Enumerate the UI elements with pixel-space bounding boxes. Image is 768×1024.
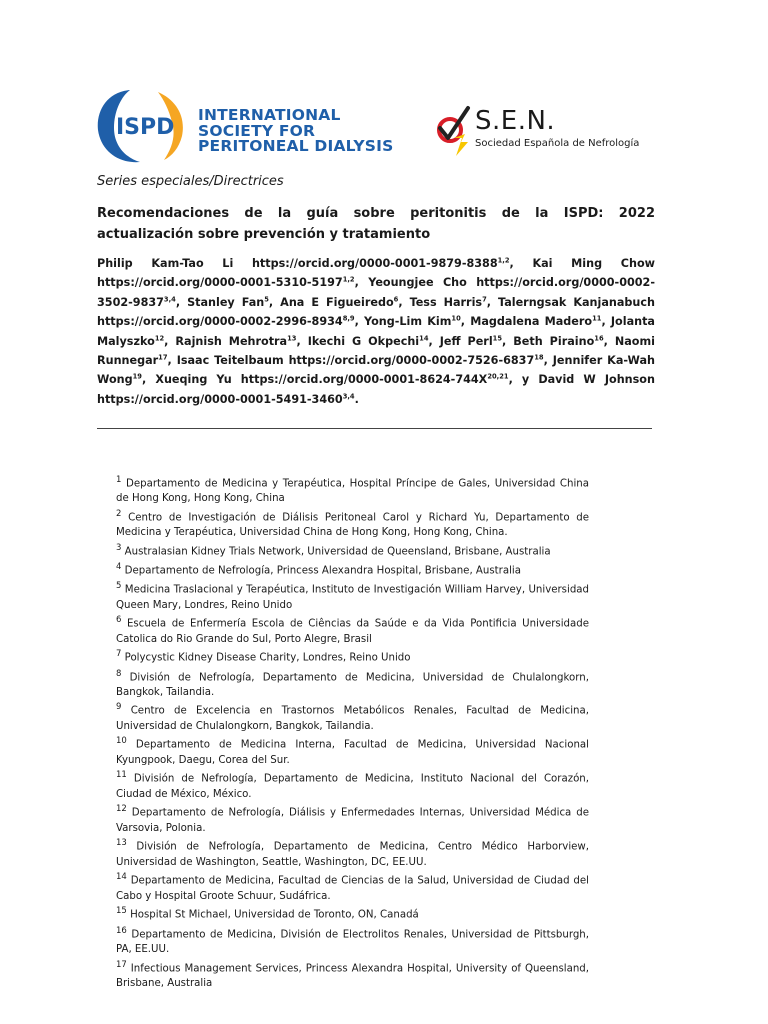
author-separator: , [141,373,156,387]
affiliation-text: Departamento de Medicina Interna, Facultad de Medicina, Universidad Nacional Kyungpook, Daegu, Corea del Sur. [116,739,589,766]
author-name: Isaac Teitelbaum https://orcid.org/0000-0002-7526-6837 [176,354,535,368]
affiliation-item [116,667,589,701]
affiliation-number: 13 [116,838,127,849]
author-separator: , [486,295,499,309]
author-affiliation-ref: 13 [287,333,297,342]
affiliation-number: 14 [116,872,127,883]
author-affiliation-ref: 3,4 [163,295,176,304]
author-name: Ikechi G Okpechi [307,334,420,348]
affiliation-number: 12 [116,804,127,815]
author-affiliation-ref: 12 [154,333,165,342]
affiliation-number: 2 [116,508,122,519]
affiliation-item [116,700,589,734]
affiliation-item [116,904,589,923]
affiliation-item [116,958,589,992]
affiliation-item [116,647,589,666]
affiliation-text: Escuela de Enfermería Escola de Ciências da Saúde e da Vida Pontificia Universidade Catolica do Rio Grande do Sul, Porto Alegre, Brasil [116,618,589,645]
author-separator: , [175,295,188,309]
author-affiliation-ref: 16 [594,333,604,342]
affiliation-number: 9 [116,702,122,713]
affiliation-number: 7 [116,649,122,660]
author-name: Naomi Runnegar [97,334,655,368]
affiliation-item [116,507,589,541]
author-name: Jolanta Malyszko [97,315,655,348]
author-affiliation-ref: 7 [482,295,487,304]
author-separator: , [460,315,471,329]
author-name: Rajnish Mehrotra [175,334,288,348]
author-name: Kai Ming Chow https://orcid.org/0000-0001-5310-5197 [97,257,655,290]
affiliation-text: Centro de Excelencia en Trastornos Metabólicos Renales, Facultad de Medicina, Universidad de Chulalongkorn, Bangkok, Tailandia. [116,705,589,732]
affiliation-text: Medicina Traslacional y Terapéutica, Instituto de Investigación William Harvey, Universidad Queen Mary, Londres, Reino Unido [116,584,589,611]
author-name: Magdalena Madero [470,315,593,329]
affiliation-text: Departamento de Nefrología, Diálisis y Enfermedades Internas, Universidad Médica de Varsovia, Polonia. [116,807,589,834]
author-affiliation-ref: 18 [534,353,544,362]
author-separator: , [167,354,177,368]
affiliation-number: 4 [116,562,122,573]
author-name: Yeoungjee Cho https://orcid.org/0000-0002-3502-9837 [97,276,655,309]
author-separator: , [354,315,365,329]
affiliation-item [116,613,589,647]
affiliation-number: 15 [116,906,127,917]
affiliation-number: 1 [116,475,122,485]
affiliation-number: 16 [116,925,127,936]
affiliation-number: 11 [116,770,127,781]
affiliation-number: 3 [116,542,122,553]
author-name: Tess Harris [409,295,483,309]
affiliation-text: Hospital St Michael, Universidad de Toronto, ON, Canadá [126,909,419,921]
affiliation-item [116,734,589,768]
affiliation-text: División de Nefrología, Departamento de Medicina, Instituto Nacional del Corazón, Ciudad de México, México. [116,773,589,800]
author-affiliation-ref: 5 [264,295,269,304]
affiliation-item [116,541,589,560]
affiliation-item [116,870,589,904]
series-label: Series especiales/Directrices [97,174,284,189]
author-name: Jennifer Ka-Wah Wong [97,354,655,387]
separator-rule [97,428,652,429]
ispd-line-1: INTERNATIONAL [198,106,341,124]
author-separator: , [601,315,611,329]
author-name: Yong-Lim Kim [364,315,452,329]
author-affiliation-ref: 1,2 [342,275,355,284]
author-affiliation-ref: 3,4 [342,392,355,401]
affiliation-text: Australasian Kidney Trials Network, Universidad de Queensland, Brisbane, Australia [121,546,551,558]
author-affiliation-ref: 11 [592,314,602,323]
affiliation-text: Polycystic Kidney Disease Charity, Londres, Reino Unido [121,652,411,664]
affiliation-item [116,836,589,870]
author-separator: , [268,295,281,309]
sen-title: S.E.N. [475,106,556,136]
author-affiliation-ref: 17 [158,353,168,362]
author-separator: , [398,295,410,309]
affiliation-item [116,802,589,836]
affiliation-list [116,473,589,992]
author-affiliation-ref: 20,21 [487,372,509,381]
author-separator: , [164,334,176,348]
article-title: Recomendaciones de la guía sobre peritonitis de la ISPD: 2022 actualización sobre prevención y tratamiento [97,206,655,242]
author-affiliation-ref: 19 [132,372,142,381]
author-separator: , [543,354,553,368]
sen-logo-bolt [454,134,468,156]
affiliation-text: Departamento de Medicina y Terapéutica, Hospital Príncipe de Gales, Universidad China de Hong Kong, Hong Kong, China [116,478,589,505]
ispd-wordmark [198,108,393,155]
affiliation-item [116,473,589,507]
affiliation-text: División de Nefrología, Departamento de Medicina, Universidad de Chulalongkorn, Bangkok, Tailandia. [116,671,589,698]
author-affiliation-ref: 14 [419,333,429,342]
affiliation-item [116,560,589,579]
author-separator: , [296,334,308,348]
affiliation-number: 17 [116,959,127,970]
affiliation-item [116,924,589,958]
author-name: Beth Piraino [513,334,595,348]
author-affiliation-ref: 15 [492,333,503,342]
author-separator: , y [508,373,539,387]
affiliation-item [116,768,589,802]
affiliation-number: 5 [116,581,122,592]
affiliation-number: 10 [116,736,127,747]
author-name: David W Johnson https://orcid.org/0000-0001-5491-3460 [97,373,655,406]
author-list [97,254,655,409]
author-affiliation-ref: 8,9 [342,314,355,323]
affiliation-item [116,579,589,613]
ispd-logo-abbr: ISPD [116,115,175,140]
affiliation-text: Centro de Investigación de Diálisis Peritoneal Carol y Richard Yu, Departamento de Medicina y Terapéutica, Universidad China de Hong Kong, Hong Kong, China. [116,512,589,539]
affiliation-text: Infectious Management Services, Princess Alexandra Hospital, University of Queensland, Brisbane, Australia [116,962,589,989]
author-name: Xueqing Yu https://orcid.org/0000-0001-8624-744X [155,373,488,387]
affiliation-number: 6 [116,615,122,626]
affiliation-text: División de Nefrología, Departamento de Medicina, Centro Médico Harborview, Universidad de Washington, Seattle, Washington, DC, EE.UU. [116,841,589,868]
author-affiliation-ref: 10 [451,314,461,323]
author-affiliation-ref: 6 [393,295,399,304]
author-name: Stanley Fan [187,295,265,309]
ispd-line-2: SOCIETY FOR [198,121,316,140]
author-separator: , [428,334,440,348]
affiliation-text: Departamento de Medicina, División de Electrolitos Renales, Universidad de Pittsburgh, PA, EE.UU. [116,928,589,955]
author-name: Jeff Perl [439,334,493,348]
author-separator: . [354,392,359,406]
sen-subtitle: Sociedad Española de Nefrología [475,138,640,149]
ispd-line-3: PERITONEAL DIALYSIS [198,137,394,155]
author-separator: , [354,276,369,290]
author-name: Philip Kam-Tao Li https://orcid.org/0000-0001-9879-8388 [97,257,498,270]
author-name: Talerngsak Kanjanabuch https://orcid.org/0000-0002-2996-8934 [97,295,655,329]
affiliation-text: Departamento de Nefrología, Princess Alexandra Hospital, Brisbane, Australia [121,565,521,577]
affiliation-text: Departamento de Medicina, Facultad de Ciencias de la Salud, Universidad de Ciudad del Cabo y Hospital Groote Schuur, Sudáfrica. [116,875,589,902]
author-affiliation-ref: 1,2 [497,256,510,265]
author-separator: , [509,257,533,270]
author-name: Ana E Figueiredo [280,295,394,309]
author-separator: , [603,334,615,348]
affiliation-number: 8 [116,668,122,679]
author-separator: , [502,334,514,348]
